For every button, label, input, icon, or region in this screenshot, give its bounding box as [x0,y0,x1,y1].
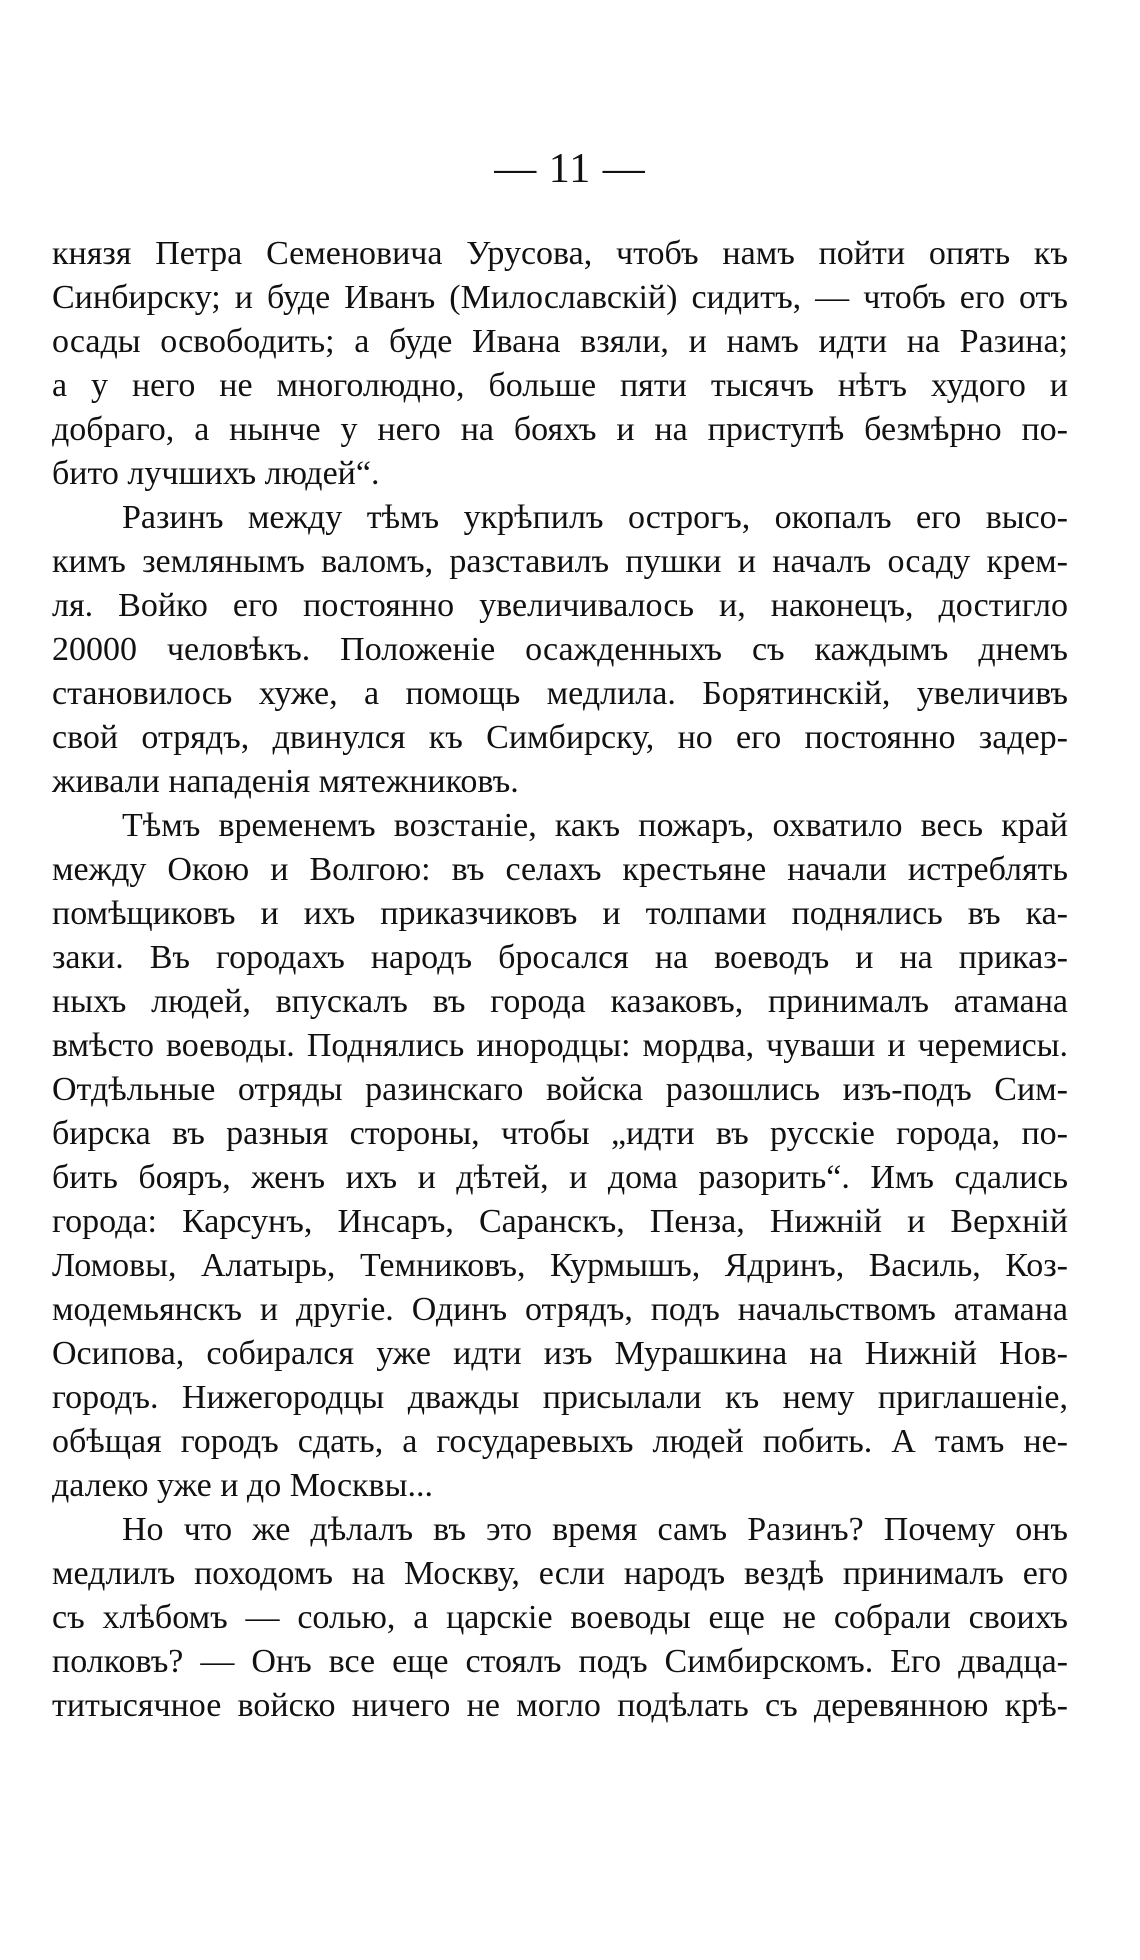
text-line: съ хлѣбомъ — солью, а царскіе воеводы еще не собрали своихъ [52,1599,1068,1636]
text-line: Синбирску; и буде Иванъ (Милославскій) сидитъ, — чтобъ его отъ [52,279,1068,316]
text-line: далеко уже и до Москвы... [52,1467,433,1504]
text-line: становилось хуже, а помощь медлила. Борятинскій, увеличивъ [52,675,1068,712]
text-line: обѣщая городъ сдать, а государевыхъ людей побить. А тамъ не- [52,1423,1068,1460]
text-line: заки. Въ городахъ народъ бросался на воеводъ и на приказ- [52,939,1068,976]
paragraph-1 [52,232,1068,496]
text-line: 20000 человѣкъ. Положеніе осажденныхъ съ каждымъ днемъ [52,631,1068,668]
text-line: ныхъ людей, впускалъ въ города казаковъ, принималъ атамана [52,983,1068,1020]
text-line: помѣщиковъ и ихъ приказчиковъ и толпами поднялись въ ка- [52,895,1068,932]
body-text [52,232,1068,1728]
text-line: медлилъ походомъ на Москву, если народъ вездѣ принималъ его [52,1555,1068,1592]
page-number: — 11 — [494,146,646,192]
paragraph-3 [52,804,1068,1508]
text-line: а у него не многолюдно, больше пяти тысячъ нѣтъ худого и [52,367,1068,404]
text-line: кимъ землянымъ валомъ, разставилъ пушки и началъ осаду крем- [52,543,1068,580]
text-line: свой отрядъ, двинулся къ Симбирску, но его постоянно задер- [52,719,1068,756]
text-line: осады освободить; а буде Ивана взяли, и намъ идти на Разина; [52,323,1068,360]
text-line: ля. Войко его постоянно увеличивалось и, наконецъ, достигло [52,587,1068,624]
text-line: вмѣсто воеводы. Поднялись инородцы: мордва, чуваши и черемисы. [52,1027,1068,1064]
text-line: бито лучшихъ людей“. [52,455,380,492]
text-line: бить бояръ, женъ ихъ и дѣтей, и дома разорить“. Имъ сдались [52,1159,1068,1196]
text-line: Но что же дѣлалъ въ это время самъ Разинъ? Почему онъ [122,1511,1068,1548]
text-line: Осипова, собирался уже идти изъ Мурашкина на Нижній Нов- [52,1335,1068,1372]
text-line: Ломовы, Алатырь, Темниковъ, Курмышъ, Ядринъ, Василь, Коз- [52,1247,1068,1284]
text-line: городъ. Нижегородцы дважды присылали къ нему приглашеніе, [52,1379,1068,1416]
text-line: полковъ? — Онъ все еще стоялъ подъ Симбирскомъ. Его двадца- [52,1643,1068,1680]
text-line: Тѣмъ временемъ возстаніе, какъ пожаръ, охватило весь край [122,807,1068,844]
text-line: Отдѣльные отряды разинскаго войска разошлись изъ-подъ Сим- [52,1071,1068,1108]
text-line: Разинъ между тѣмъ укрѣпилъ острогъ, окопалъ его высо- [122,499,1068,536]
text-line: добраго, а нынче у него на бояхъ и на приступѣ безмѣрно по- [52,411,1068,448]
text-line: князя Петра Семеновича Урусова, чтобъ намъ пойти опять къ [52,235,1068,272]
text-line: бирска въ разныя стороны, чтобы „идти въ русскіе города, по- [52,1115,1068,1152]
text-line: модемьянскъ и другіе. Одинъ отрядъ, подъ начальствомъ атамана [52,1291,1068,1328]
text-line: живали нападенія мятежниковъ. [52,763,519,800]
text-line: титысячное войско ничего не могло подѣлать съ деревянною крѣ- [52,1687,1068,1724]
text-line: города: Карсунъ, Инсаръ, Саранскъ, Пенза, Нижній и Верхній [52,1203,1068,1240]
paragraph-2 [52,496,1068,804]
text-line: между Окою и Волгою: въ селахъ крестьяне начали истреблять [52,851,1068,888]
paragraph-4 [52,1508,1068,1728]
